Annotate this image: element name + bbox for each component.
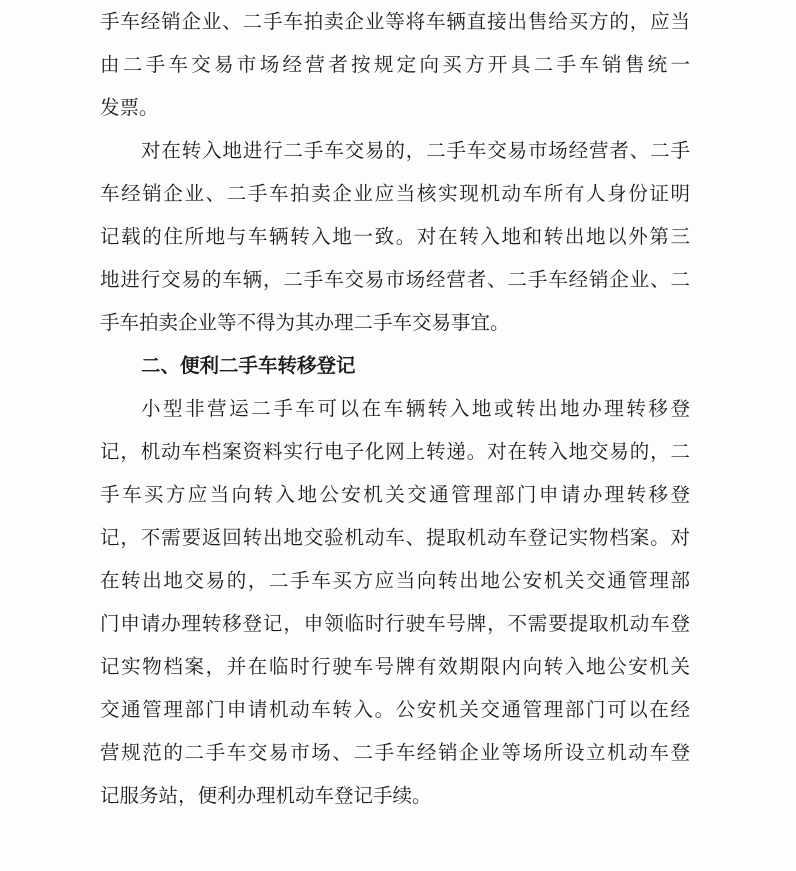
text-line-17: 交通管理部门申请机动车转入。公安机关交通管理部门可以在经	[100, 698, 690, 721]
text-line-8: 手车拍卖企业等不得为其办理二手车交易事宜。	[100, 311, 510, 334]
text-line-1: 手车经销企业、二手车拍卖企业等将车辆直接出售给买方的，应当	[100, 10, 690, 33]
text-line-7: 地进行交易的车辆，二手车交易市场经营者、二手车经销企业、二	[100, 268, 690, 291]
text-line-15: 门申请办理转移登记，申领临时行驶车号牌，不需要提取机动车登	[100, 612, 690, 635]
text-line-14: 在转出地交易的，二手车买方应当向转出地公安机关交通管理部	[100, 569, 690, 592]
text-line-10: 小型非营运二手车可以在车辆转入地或转出地办理转移登	[141, 397, 690, 420]
text-line-5: 车经销企业、二手车拍卖企业应当核实现机动车所有人身份证明	[100, 182, 690, 205]
text-line-3: 发票。	[100, 96, 159, 119]
text-line-4: 对在转入地进行二手车交易的，二手车交易市场经营者、二手	[141, 139, 690, 162]
text-line-13: 记，不需要返回转出地交验机动车、提取机动车登记实物档案。对	[100, 526, 690, 549]
text-line-16: 记实物档案，并在临时行驶车号牌有效期限内向转入地公安机关	[100, 655, 690, 678]
text-line-12: 手车买方应当向转入地公安机关交通管理部门申请办理转移登	[100, 483, 690, 506]
text-line-19: 记服务站，便利办理机动车登记手续。	[100, 784, 432, 807]
text-line-18: 营规范的二手车交易市场、二手车经销企业等场所设立机动车登	[100, 741, 690, 764]
text-line-2: 由二手车交易市场经营者按规定向买方开具二手车销售统一	[100, 53, 690, 76]
text-line-6: 记载的住所地与车辆转入地一致。对在转入地和转出地以外第三	[100, 225, 690, 248]
section-heading: 二、便利二手车转移登记	[141, 354, 356, 377]
text-line-11: 记，机动车档案资料实行电子化网上转递。对在转入地交易的，二	[100, 440, 690, 463]
